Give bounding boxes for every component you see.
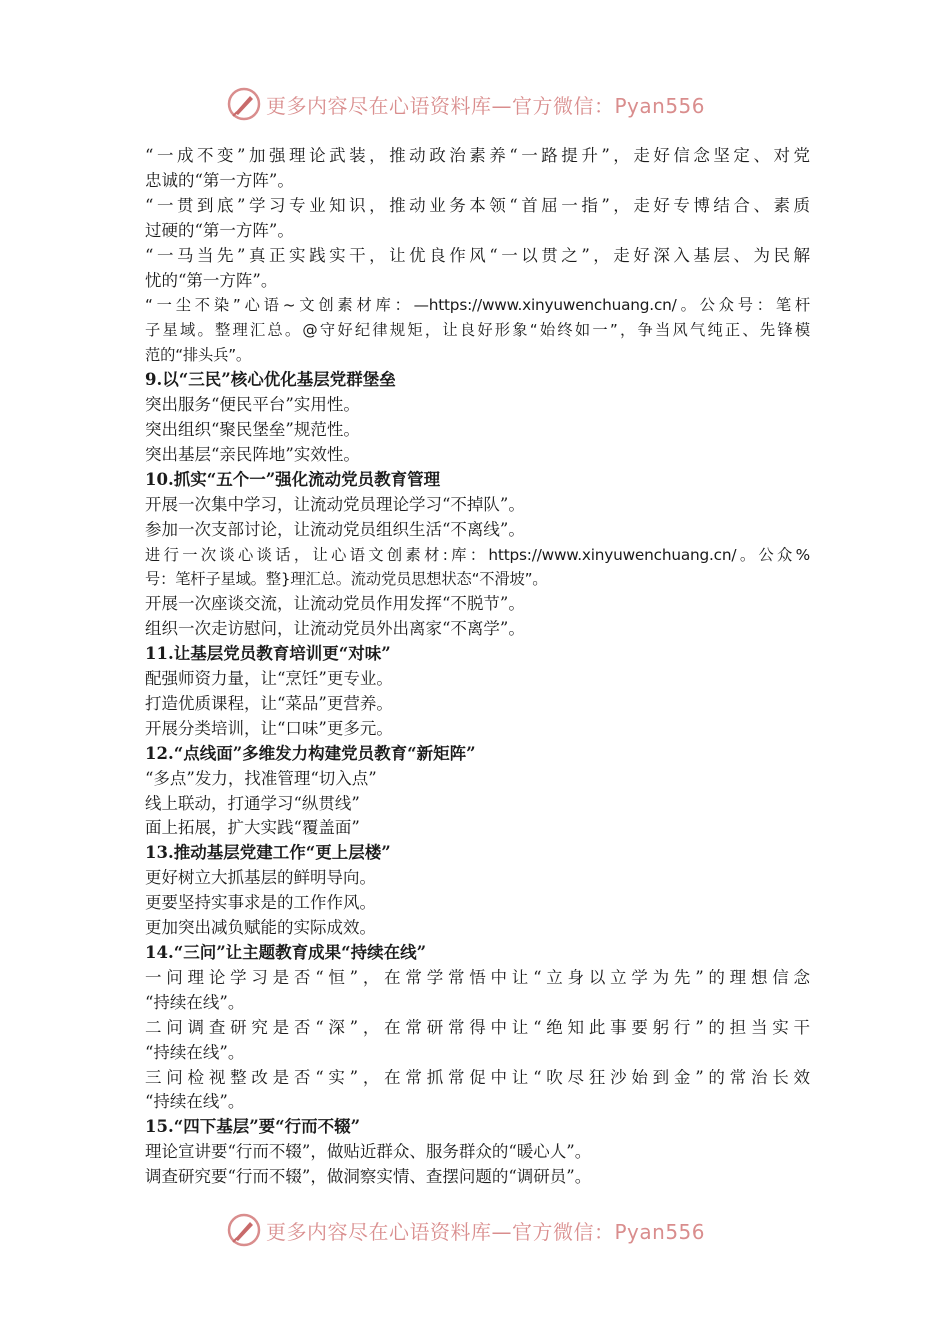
text-line: “持续在线”。: [145, 1092, 245, 1112]
text-line: “持续在线”。: [145, 992, 245, 1012]
text-line: 参加一次支部讨论，让流动党员组织生活“不离线”。: [145, 519, 525, 539]
text-line: 二问调查研究是否“深”，在常研常得中让“绝知此事要躬行”的担当实干: [145, 1017, 810, 1037]
text-line: 开展分类培训，让“口味”更多元。: [145, 718, 393, 738]
section-heading: 9.以“三民”核心优化基层党群堡垒: [145, 370, 396, 390]
text-line: 更好树立大抓基层的鲜明导向。: [145, 868, 376, 888]
text-line: 一问理论学习是否“恒”，在常学常悟中让“立身以立学为先”的理想信念: [145, 967, 810, 987]
watermark-text: 更多内容尽在心语资料库—官方微信：Pyan556: [266, 93, 706, 118]
section-heading: 13.推动基层党建工作“更上层楼”: [145, 843, 391, 863]
text-line: 过硬的“第一方阵”。: [145, 220, 294, 240]
text-line: “一贯到底”学习专业知识，推动业务本领“首屈一指”，走好专博结合、素质: [145, 195, 810, 215]
text-line: 忧的“第一方阵”。: [145, 270, 278, 290]
text-line: 开展一次座谈交流，让流动党员作用发挥“不脱节”。: [145, 594, 525, 614]
text-line: 三问检视整改是否“实”，在常抓常促中让“吹尽狂沙始到金”的常治长效: [145, 1067, 810, 1087]
text-line: “一尘不染”心语~文创素材库：—https://www.xinyuwenchuang.cn/。公众号：笔杆: [145, 296, 810, 315]
section-heading: 11.让基层党员教育培训更“对味”: [145, 644, 391, 664]
text-line: 范的“排头兵”。: [145, 346, 252, 365]
text-line: 线上联动，打通学习“纵贯线”: [145, 793, 360, 813]
section-heading: 14.“三问”让主题教育成果“持续在线”: [145, 943, 427, 962]
section-heading: 15.“四下基层”要“行而不辍”: [145, 1117, 361, 1137]
text-line: 组织一次走访慰问，让流动党员外出离家“不离学”。: [145, 619, 525, 639]
quill-logo-icon: [226, 86, 262, 122]
text-line: 更要坚持实事求是的工作作风。: [145, 893, 376, 913]
text-line: “一马当先”真正实践实干，让优良作风“一以贯之”，走好深入基层、为民解: [145, 245, 810, 265]
watermark-text: 更多内容尽在心语资料库—官方微信：Pyan556: [266, 1219, 706, 1244]
text-line: 调查研究要“行而不辍”，做洞察实情、查摆问题的“调研员”。: [145, 1167, 592, 1187]
text-line: 子星域。整理汇总。@守好纪律规矩，让良好形象“始终如一”，争当风气纯正、先锋模: [145, 321, 810, 340]
section-heading: 12.“点线面”多维发力构建党员教育“新矩阵”: [145, 743, 476, 763]
text-line: 更加突出减负赋能的实际成效。: [145, 918, 376, 938]
footer-watermark: [226, 1210, 705, 1250]
text-line: 突出服务“便民平台”实用性。: [145, 395, 360, 415]
text-line: 号：笔杆子星域。整}理汇总。流动党员思想状态“不滑坡”。: [145, 570, 548, 589]
text-line: “一成不变”加强理论武装，推动政治素养“一路提升”，走好信念坚定、对党: [145, 146, 810, 165]
text-line: 忠诚的“第一方阵”。: [145, 170, 294, 190]
text-line: “持续在线”。: [145, 1042, 245, 1062]
text-line: 突出组织“聚民堡垒”规范性。: [145, 419, 360, 439]
text-line: 打造优质课程，让“菜品”更营养。: [145, 693, 393, 713]
section-heading: 10.抓实“五个一”强化流动党员教育管理: [145, 469, 441, 489]
text-line: 开展一次集中学习，让流动党员理论学习“不掉队”。: [145, 494, 525, 514]
text-line: 面上拓展，扩大实践“覆盖面”: [145, 818, 360, 838]
text-line: “多点”发力，找准管理“切入点”: [145, 768, 377, 788]
text-line: 进行一次谈心谈话，让心语文创素材:库：https://www.xinyuwenchuang.cn/。公众%: [145, 545, 810, 564]
document-body: [145, 144, 810, 1190]
text-line: 配强师资力量，让“烹饪”更专业。: [145, 669, 393, 689]
text-line: 突出基层“亲民阵地”实效性。: [145, 444, 360, 464]
text-line: 理论宣讲要“行而不辍”，做贴近群众、服务群众的“暖心人”。: [145, 1142, 592, 1162]
quill-logo-icon: [226, 1212, 262, 1248]
header-watermark: [226, 84, 705, 124]
